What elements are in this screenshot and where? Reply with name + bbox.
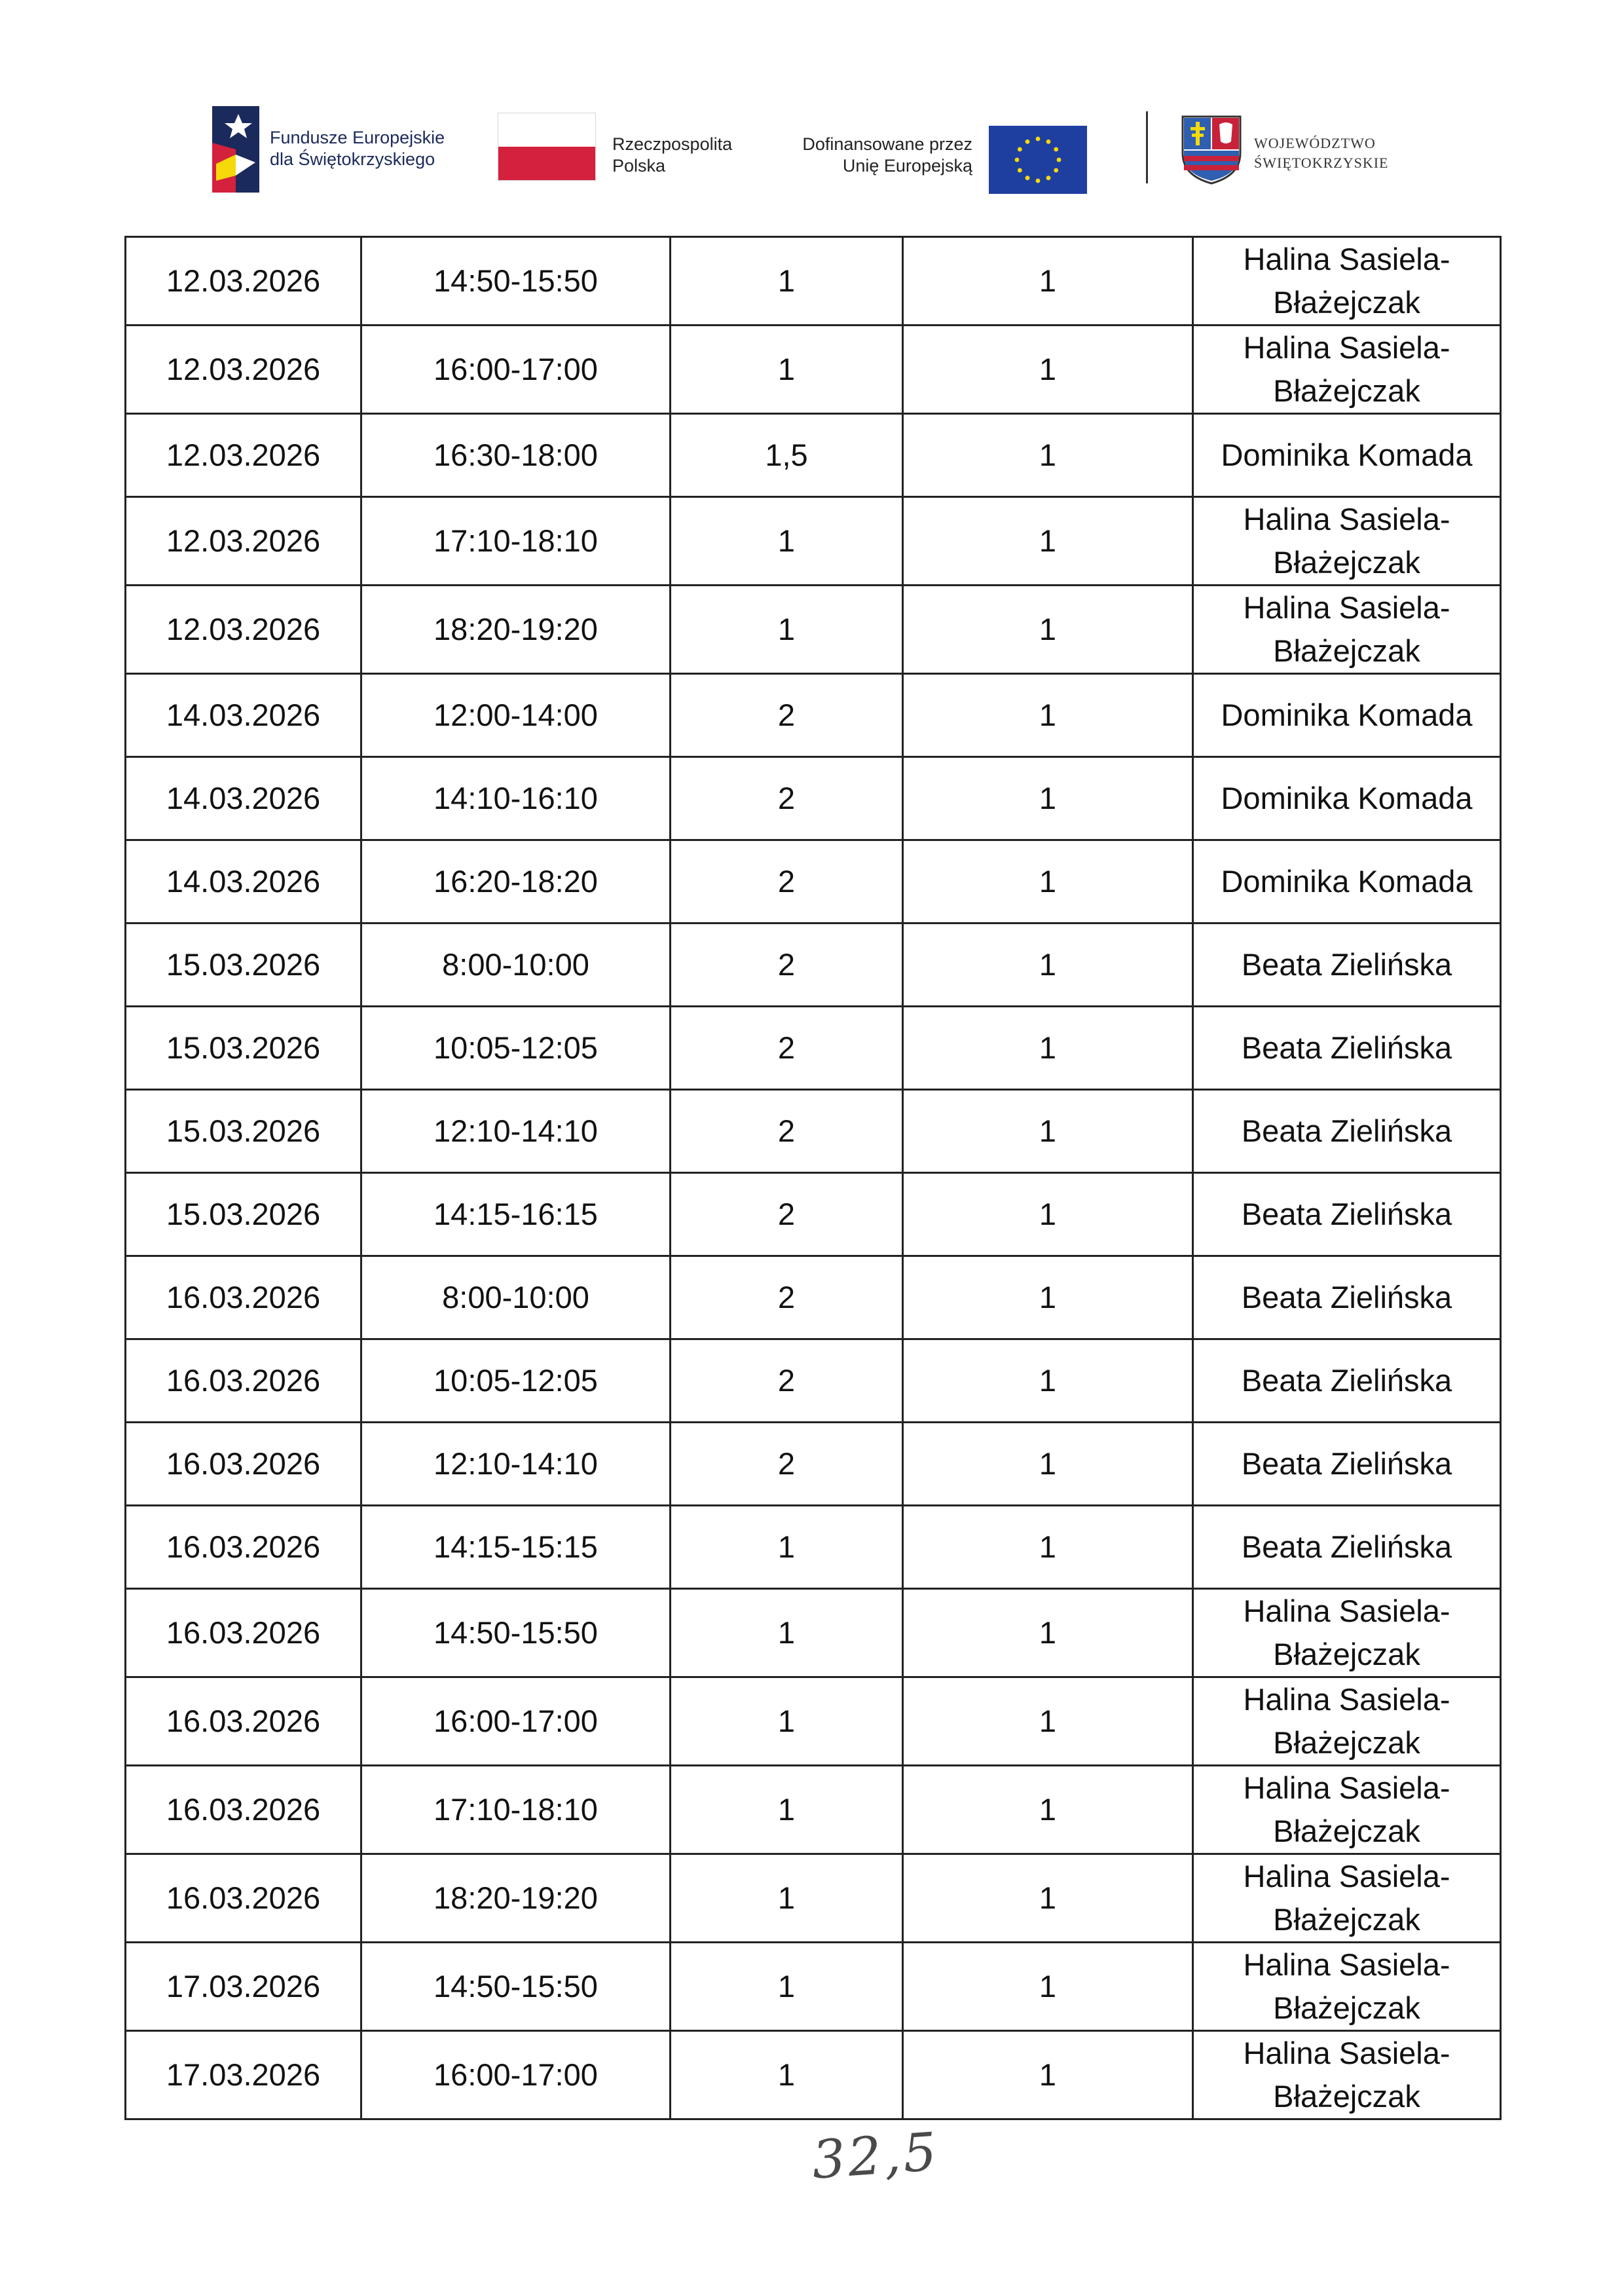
cell-hours: 1 xyxy=(671,1677,903,1766)
cell-hours: 1 xyxy=(671,1854,903,1943)
cell-date: 16.03.2026 xyxy=(126,1339,361,1423)
cell-hours: 2 xyxy=(671,1256,903,1339)
cell-instructor: Halina Sasiela- Błażejczak xyxy=(1193,586,1501,674)
table-row xyxy=(126,1090,1501,1173)
cell-time-range: 14:15-15:15 xyxy=(361,1506,671,1589)
cell-date: 14.03.2026 xyxy=(126,757,361,840)
table-row xyxy=(126,840,1501,924)
table-row xyxy=(126,924,1501,1007)
table-row xyxy=(126,1007,1501,1090)
cell-date: 16.03.2026 xyxy=(126,1589,361,1677)
schedule-table-body xyxy=(126,237,1501,2119)
table-row xyxy=(126,586,1501,674)
cell-time-range: 14:10-16:10 xyxy=(361,757,671,840)
cell-instructor: Halina Sasiela- Błażejczak xyxy=(1193,237,1501,326)
table-row xyxy=(126,326,1501,414)
cell-date: 12.03.2026 xyxy=(126,414,361,497)
cell-date: 17.03.2026 xyxy=(126,1943,361,2031)
cell-time-range: 16:30-18:00 xyxy=(361,414,671,497)
cell-date: 15.03.2026 xyxy=(126,924,361,1007)
cell-date: 15.03.2026 xyxy=(126,1090,361,1173)
cell-date: 14.03.2026 xyxy=(126,840,361,924)
cell-date: 16.03.2026 xyxy=(126,1256,361,1339)
cell-participants: 1 xyxy=(903,1173,1193,1256)
unia-europejska-text: Dofinansowane przez Unię Europejską xyxy=(802,134,972,176)
wojewodztwo-swietokrzyskie-text: WOJEWÓDZTWO ŚWIĘTOKRZYSKIE xyxy=(1254,135,1389,171)
cell-date: 16.03.2026 xyxy=(126,1423,361,1506)
cell-instructor: Halina Sasiela- Błażejczak xyxy=(1193,497,1501,586)
cell-hours: 2 xyxy=(671,1339,903,1423)
cell-time-range: 14:50-15:50 xyxy=(361,237,671,326)
cell-instructor: Halina Sasiela- Błażejczak xyxy=(1193,2031,1501,2119)
table-row xyxy=(126,1173,1501,1256)
cell-participants: 1 xyxy=(903,2031,1193,2119)
cell-hours: 2 xyxy=(671,924,903,1007)
schedule-table xyxy=(124,236,1502,2120)
cell-participants: 1 xyxy=(903,237,1193,326)
cell-participants: 1 xyxy=(903,1007,1193,1090)
cell-time-range: 8:00-10:00 xyxy=(361,924,671,1007)
cell-participants: 1 xyxy=(903,1854,1193,1943)
cell-date: 12.03.2026 xyxy=(126,326,361,414)
table-row xyxy=(126,1677,1501,1766)
cell-instructor: Beata Zielińska xyxy=(1193,1423,1501,1506)
cell-time-range: 12:10-14:10 xyxy=(361,1423,671,1506)
cell-date: 16.03.2026 xyxy=(126,1506,361,1589)
cell-instructor: Halina Sasiela- Błażejczak xyxy=(1193,1589,1501,1677)
eu-flag-icon xyxy=(989,126,1087,194)
table-row xyxy=(126,1766,1501,1854)
cell-time-range: 12:00-14:00 xyxy=(361,674,671,757)
table-row xyxy=(126,1423,1501,1506)
table-row xyxy=(126,757,1501,840)
cell-instructor: Halina Sasiela- Błażejczak xyxy=(1193,326,1501,414)
cell-hours: 2 xyxy=(671,840,903,924)
rzeczpospolita-polska-text: Rzeczpospolita Polska xyxy=(612,134,733,176)
cell-instructor: Halina Sasiela- Błażejczak xyxy=(1193,1766,1501,1854)
cell-instructor: Beata Zielińska xyxy=(1193,1007,1501,1090)
cell-hours: 2 xyxy=(671,1173,903,1256)
cell-instructor: Dominika Komada xyxy=(1193,674,1501,757)
cell-hours: 1 xyxy=(671,1506,903,1589)
cell-hours: 1 xyxy=(671,326,903,414)
cell-participants: 1 xyxy=(903,1090,1193,1173)
cell-time-range: 16:00-17:00 xyxy=(361,1677,671,1766)
cell-participants: 1 xyxy=(903,1943,1193,2031)
cell-date: 16.03.2026 xyxy=(126,1677,361,1766)
cell-time-range: 18:20-19:20 xyxy=(361,1854,671,1943)
cell-instructor: Dominika Komada xyxy=(1193,414,1501,497)
cell-hours: 2 xyxy=(671,1007,903,1090)
cell-instructor: Beata Zielińska xyxy=(1193,1256,1501,1339)
table-row xyxy=(126,674,1501,757)
table-row xyxy=(126,2031,1501,2119)
cell-hours: 2 xyxy=(671,1423,903,1506)
cell-date: 12.03.2026 xyxy=(126,237,361,326)
cell-date: 12.03.2026 xyxy=(126,497,361,586)
logo-bar xyxy=(210,98,1428,196)
unia-europejska-logo xyxy=(779,107,1087,193)
cell-hours: 2 xyxy=(671,1090,903,1173)
polish-flag-icon xyxy=(498,113,596,181)
table-row xyxy=(126,237,1501,326)
fundusze-europejskie-emblem-icon xyxy=(210,103,262,195)
cell-time-range: 8:00-10:00 xyxy=(361,1256,671,1339)
cell-instructor: Beata Zielińska xyxy=(1193,1339,1501,1423)
cell-time-range: 18:20-19:20 xyxy=(361,586,671,674)
fundusze-europejskie-logo xyxy=(210,103,471,195)
wojewodztwo-swietokrzyskie-logo xyxy=(1179,113,1428,191)
cell-participants: 1 xyxy=(903,757,1193,840)
table-row xyxy=(126,1589,1501,1677)
cell-participants: 1 xyxy=(903,414,1193,497)
cell-time-range: 17:10-18:10 xyxy=(361,497,671,586)
cell-participants: 1 xyxy=(903,1256,1193,1339)
cell-hours: 1 xyxy=(671,1943,903,2031)
cell-participants: 1 xyxy=(903,1766,1193,1854)
cell-participants: 1 xyxy=(903,840,1193,924)
cell-instructor: Beata Zielińska xyxy=(1193,1173,1501,1256)
table-row xyxy=(126,1854,1501,1943)
logo-divider xyxy=(1146,111,1148,183)
cell-hours: 1 xyxy=(671,2031,903,2119)
cell-instructor: Dominika Komada xyxy=(1193,757,1501,840)
cell-participants: 1 xyxy=(903,497,1193,586)
cell-time-range: 14:50-15:50 xyxy=(361,1943,671,2031)
cell-time-range: 14:15-16:15 xyxy=(361,1173,671,1256)
cell-hours: 1,5 xyxy=(671,414,903,497)
swietokrzyskie-coat-of-arms-icon xyxy=(1179,113,1244,186)
cell-participants: 1 xyxy=(903,586,1193,674)
cell-date: 16.03.2026 xyxy=(126,1766,361,1854)
cell-hours: 2 xyxy=(671,757,903,840)
cell-participants: 1 xyxy=(903,1339,1193,1423)
fundusze-europejskie-text: Fundusze Europejskie dla Świętokrzyskiego xyxy=(270,128,445,169)
cell-time-range: 17:10-18:10 xyxy=(361,1766,671,1854)
cell-instructor: Beata Zielińska xyxy=(1193,924,1501,1007)
table-row xyxy=(126,414,1501,497)
cell-participants: 1 xyxy=(903,326,1193,414)
cell-hours: 1 xyxy=(671,586,903,674)
cell-participants: 1 xyxy=(903,924,1193,1007)
cell-participants: 1 xyxy=(903,674,1193,757)
handwritten-total-note: 32,5 xyxy=(809,2121,942,2191)
cell-participants: 1 xyxy=(903,1506,1193,1589)
table-row xyxy=(126,1256,1501,1339)
cell-hours: 1 xyxy=(671,1589,903,1677)
cell-time-range: 10:05-12:05 xyxy=(361,1007,671,1090)
cell-date: 17.03.2026 xyxy=(126,2031,361,2119)
cell-time-range: 16:00-17:00 xyxy=(361,326,671,414)
table-row xyxy=(126,497,1501,586)
cell-instructor: Halina Sasiela- Błażejczak xyxy=(1193,1677,1501,1766)
cell-participants: 1 xyxy=(903,1423,1193,1506)
table-row xyxy=(126,1506,1501,1589)
cell-time-range: 10:05-12:05 xyxy=(361,1339,671,1423)
cell-time-range: 16:00-17:00 xyxy=(361,2031,671,2119)
cell-participants: 1 xyxy=(903,1677,1193,1766)
cell-date: 15.03.2026 xyxy=(126,1007,361,1090)
cell-time-range: 16:20-18:20 xyxy=(361,840,671,924)
cell-instructor: Beata Zielińska xyxy=(1193,1090,1501,1173)
cell-date: 14.03.2026 xyxy=(126,674,361,757)
cell-participants: 1 xyxy=(903,1589,1193,1677)
cell-date: 16.03.2026 xyxy=(126,1854,361,1943)
cell-hours: 2 xyxy=(671,674,903,757)
rzeczpospolita-polska-logo xyxy=(498,107,773,193)
table-row xyxy=(126,1943,1501,2031)
cell-hours: 1 xyxy=(671,237,903,326)
cell-hours: 1 xyxy=(671,497,903,586)
cell-time-range: 12:10-14:10 xyxy=(361,1090,671,1173)
cell-time-range: 14:50-15:50 xyxy=(361,1589,671,1677)
cell-date: 15.03.2026 xyxy=(126,1173,361,1256)
cell-instructor: Halina Sasiela- Błażejczak xyxy=(1193,1943,1501,2031)
cell-instructor: Beata Zielińska xyxy=(1193,1506,1501,1589)
cell-date: 12.03.2026 xyxy=(126,586,361,674)
table-row xyxy=(126,1339,1501,1423)
cell-instructor: Halina Sasiela- Błażejczak xyxy=(1193,1854,1501,1943)
cell-instructor: Dominika Komada xyxy=(1193,840,1501,924)
cell-hours: 1 xyxy=(671,1766,903,1854)
